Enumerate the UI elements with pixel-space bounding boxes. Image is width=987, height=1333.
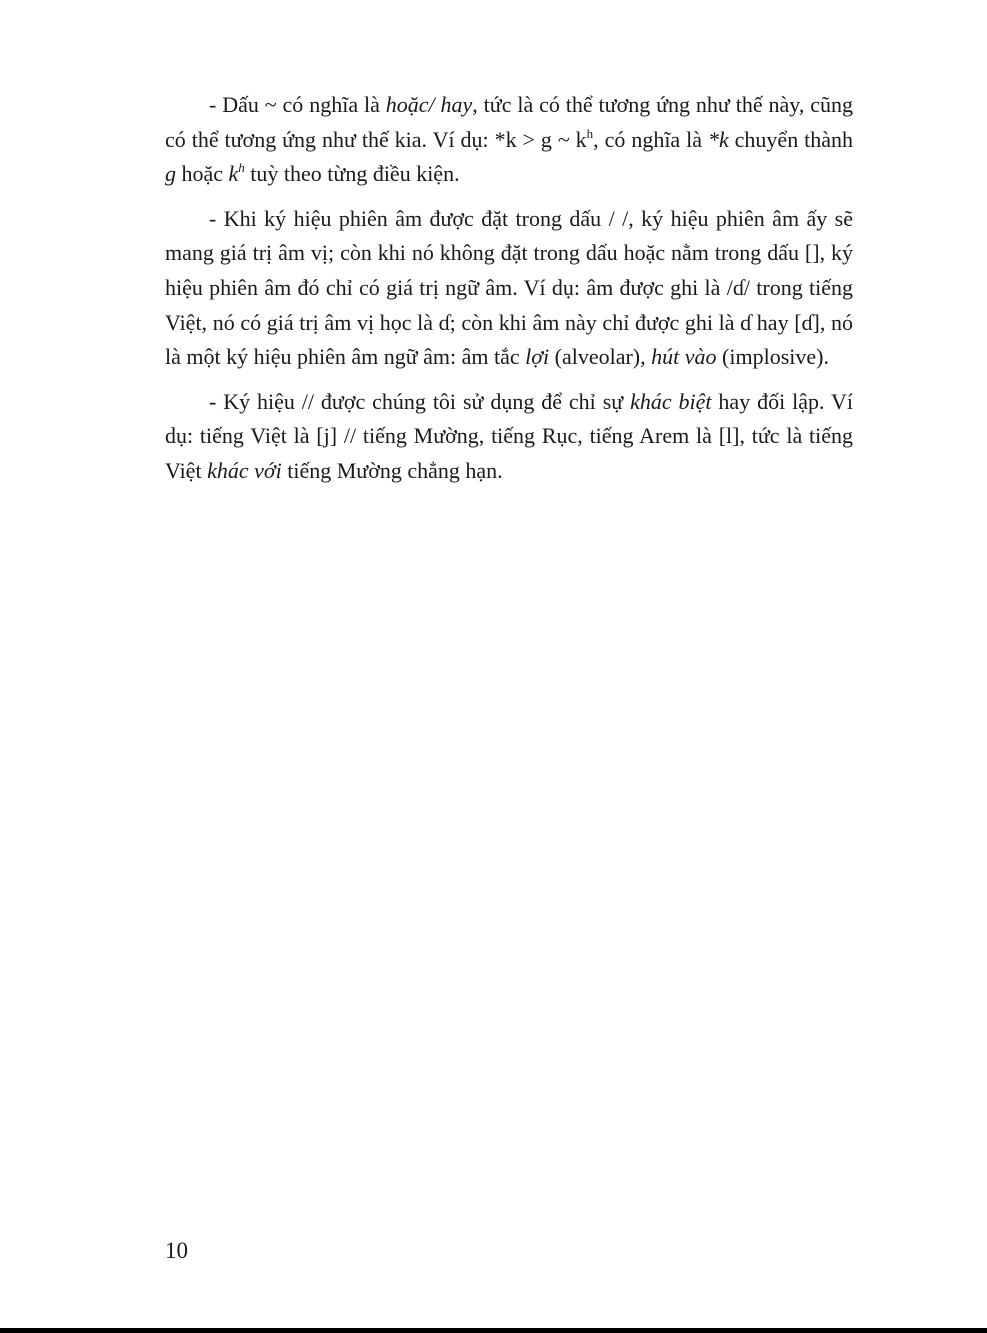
- page-number: 10: [165, 1238, 188, 1263]
- text-segment: - Dấu ~ có nghĩa là: [209, 92, 386, 117]
- text-segment: hoặc/ hay: [385, 92, 473, 117]
- text-segment: - Khi ký hiệu phiên âm được đặt trong dấu / /, ký hiệu phiên âm ấy sẽ mang giá trị âm vị; còn khi nó không đặt trong dấu hoặc nằm trong dấu [], ký hiệu phiên âm đó chỉ có giá trị ngữ âm. Ví dụ: âm được ghi là /ɗ/ trong tiếng Việt, nó có giá trị âm vị học là ɗ; còn khi âm này chỉ được ghi là ɗ hay [ɗ], nó là một ký hiệu phiên âm ngữ âm: âm tắc: [165, 205, 853, 370]
- body-text: [165, 88, 853, 499]
- text-segment: khác với: [207, 457, 282, 483]
- bottom-border: [0, 1328, 987, 1333]
- text-segment: hút vào: [651, 344, 717, 370]
- text-segment: - Ký hiệu // được chúng tôi sử dụng để chỉ sự: [209, 388, 631, 414]
- text-segment: tiếng Mường chẳng hạn.: [281, 457, 503, 483]
- text-segment: (alveolar),: [549, 344, 652, 370]
- text-segment: khác biệt: [630, 388, 712, 414]
- text-segment: *k: [707, 126, 729, 152]
- text-segment: h: [586, 125, 594, 141]
- text-segment: , có nghĩa là: [593, 126, 708, 152]
- text-segment: lợi: [525, 344, 550, 370]
- paragraph-contrast-symbol: [165, 385, 853, 489]
- text-segment: , tức là có thể tương ứng như thế này, cũng có thể tương ứng như thế kia. Ví dụ: *k > g ~ k: [165, 92, 853, 152]
- text-segment: g: [165, 161, 176, 187]
- text-segment: chuyển thành: [728, 126, 854, 152]
- text-segment: hay đối lập. Ví dụ: tiếng Việt là [j] // tiếng Mường, tiếng Rục, tiếng Arem là [l], tức là tiếng Việt: [165, 388, 854, 483]
- text-segment: h: [238, 160, 245, 176]
- text-segment: (implosive).: [716, 344, 829, 370]
- paragraph-tilde-notation: [165, 88, 853, 192]
- paragraph-transcription-brackets: [165, 202, 853, 375]
- text-segment: hoặc: [176, 161, 229, 187]
- text-segment: tuỳ theo từng điều kiện.: [244, 161, 460, 187]
- text-segment: k: [228, 161, 239, 187]
